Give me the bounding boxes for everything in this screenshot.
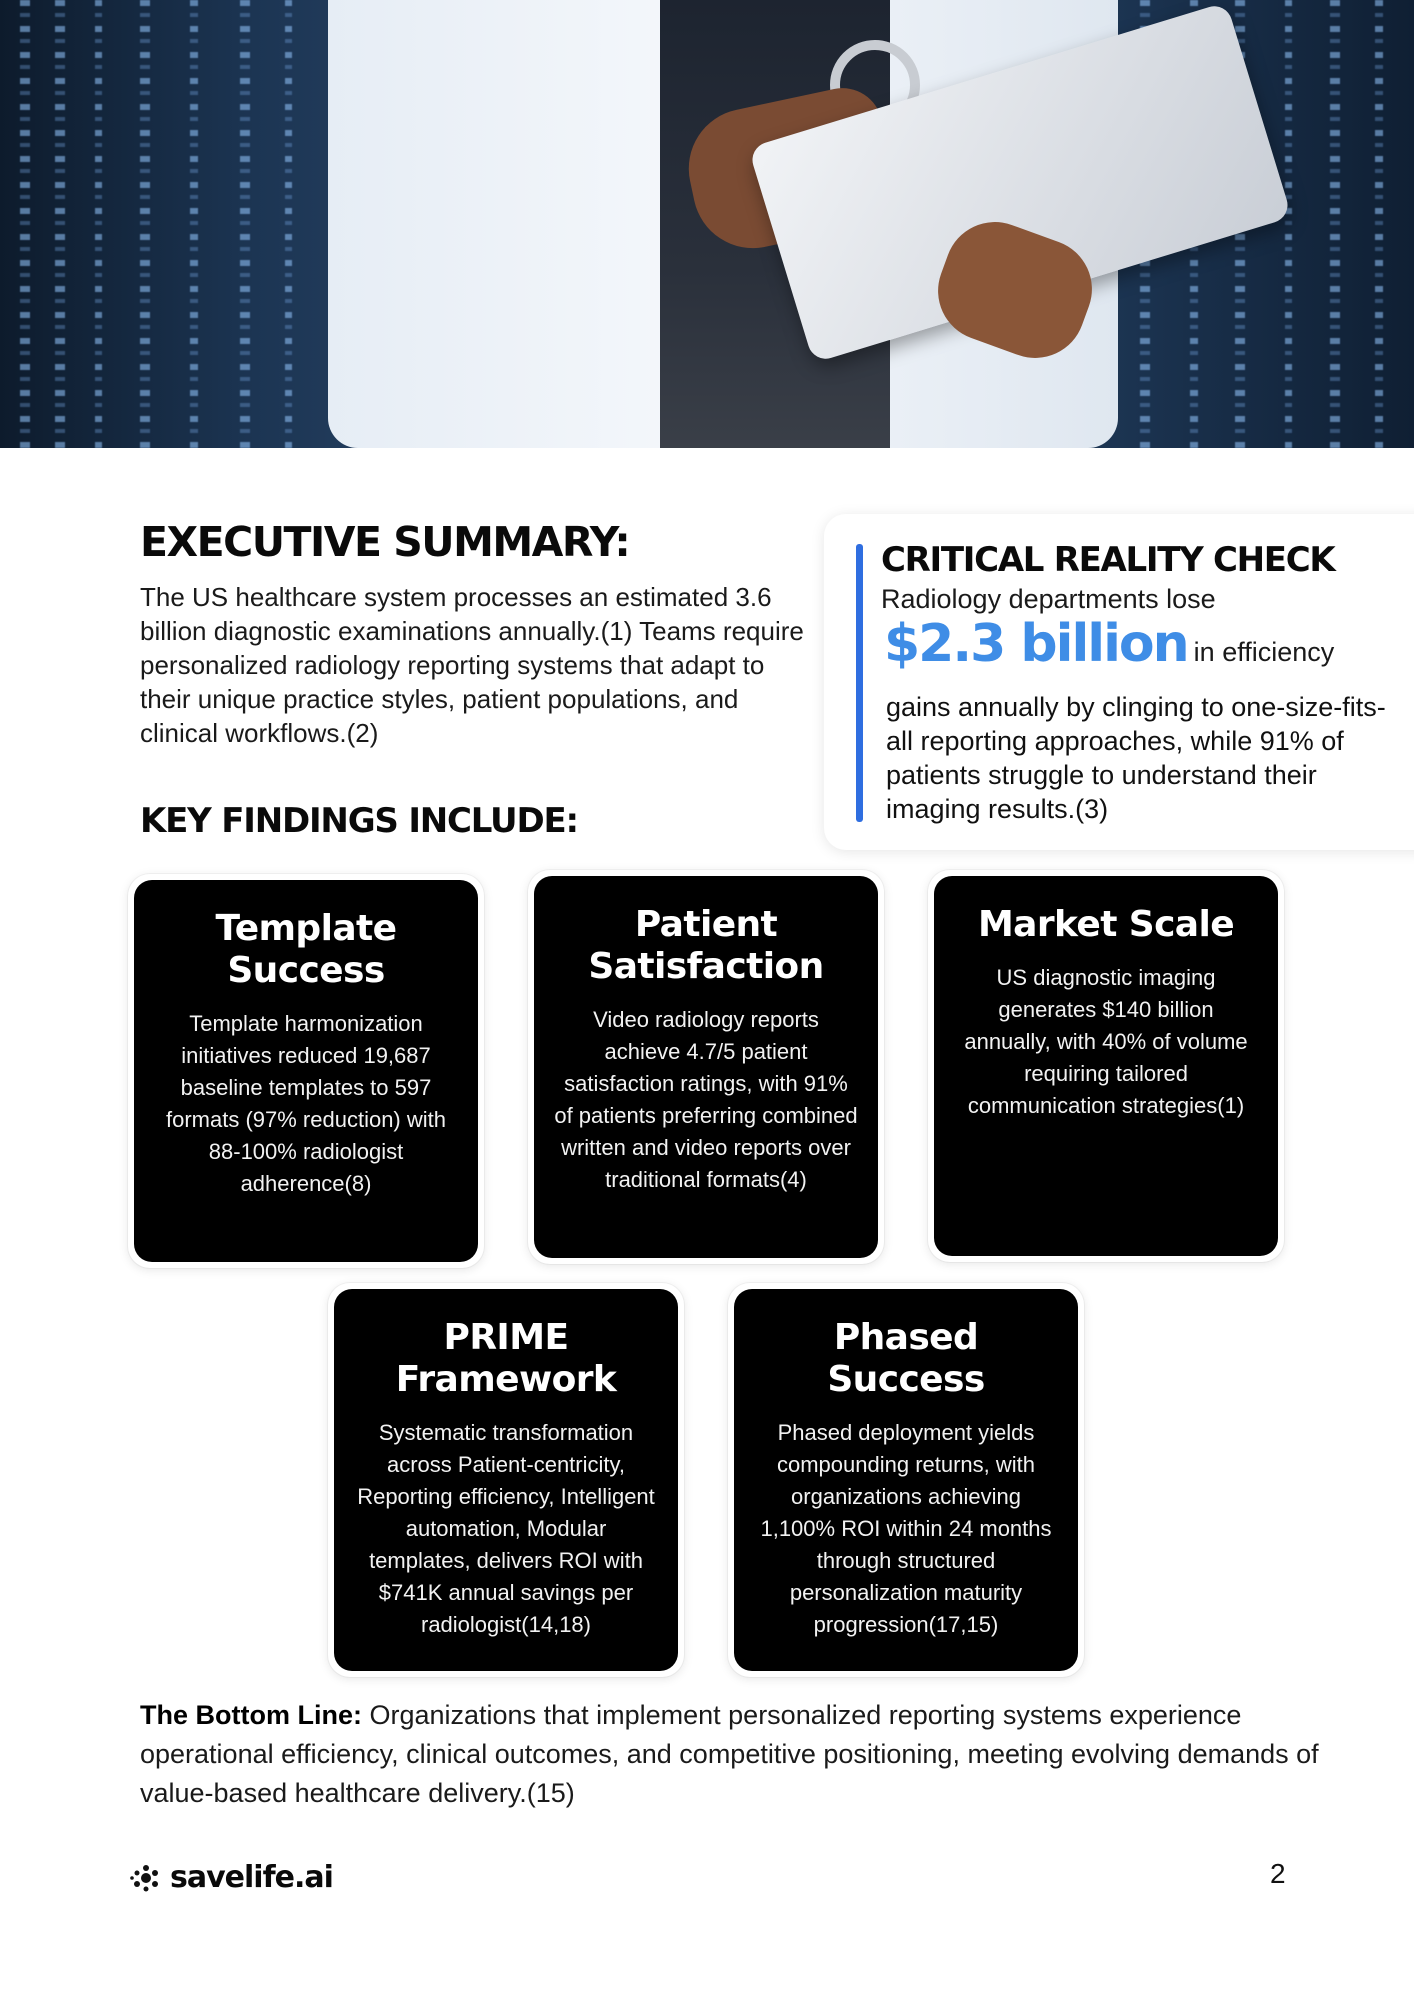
accent-bar bbox=[856, 544, 863, 822]
finding-card-title: Market Scale bbox=[977, 904, 1235, 945]
finding-card bbox=[528, 870, 884, 1264]
finding-card bbox=[128, 874, 484, 1268]
finding-card bbox=[928, 870, 1284, 1262]
loss-amount-suffix: in efficiency bbox=[1193, 637, 1335, 667]
finding-card-body: US diagnostic imaging generates $140 billion annually, with 40% of volume requiring tailored communication strategies(1) bbox=[964, 965, 1248, 1118]
finding-card-inner bbox=[134, 880, 478, 1262]
finding-card-title: PRIME Framework bbox=[395, 1317, 617, 1400]
critical-reality-check-box bbox=[824, 514, 1414, 850]
finding-card bbox=[328, 1283, 684, 1677]
finding-card-body: Phased deployment yields compounding returns, with organizations achieving 1,100% ROI within 24 months through structured personalization maturity progression(17,15) bbox=[760, 1420, 1052, 1637]
finding-card-body: Template harmonization initiatives reduced 19,687 baseline templates to 597 formats (97% reduction) with 88-100% radiologist adherence(8) bbox=[166, 1011, 446, 1196]
finding-card-title: Patient Satisfaction bbox=[588, 904, 824, 987]
key-findings-title: KEY FINDINGS INCLUDE: bbox=[140, 801, 578, 841]
reality-check-title: CRITICAL REALITY CHECK bbox=[881, 540, 1335, 580]
finding-card bbox=[728, 1283, 1084, 1677]
bottom-line-label: The Bottom Line: bbox=[140, 1700, 362, 1730]
hero-photo bbox=[0, 0, 1414, 448]
savelife-logo-icon bbox=[130, 1864, 162, 1892]
finding-card-body: Video radiology reports achieve 4.7/5 patient satisfaction ratings, with 91% of patients preferring combined written and video reports over traditional formats(4) bbox=[554, 1007, 858, 1192]
finding-card-title: Template Success bbox=[215, 908, 397, 991]
finding-card-inner bbox=[934, 876, 1278, 1256]
executive-summary-body: The US healthcare system processes an estimated 3.6 billion diagnostic examinations annually.(1) Teams require personalized radiology reporting systems that adapt to their unique practice styles, patient populations, and clinical workflows.(2) bbox=[140, 582, 804, 748]
savelife-logo bbox=[130, 1860, 333, 1895]
loss-amount: $2.3 billion bbox=[884, 614, 1188, 674]
logo-text: savelife.ai bbox=[170, 1860, 333, 1895]
bottom-line-paragraph bbox=[140, 1696, 1320, 1813]
reality-check-body: gains annually by clinging to one-size-fits-all reporting approaches, while 91% of patients struggle to understand their imaging results.(3) bbox=[886, 692, 1386, 824]
finding-card-body: Systematic transformation across Patient-centricity, Reporting efficiency, Intelligent automation, Modular templates, delivers ROI with $741K annual savings per radiologist(14,18) bbox=[357, 1420, 655, 1637]
executive-summary-title: EXECUTIVE SUMMARY: bbox=[140, 518, 630, 566]
reality-check-figure bbox=[884, 614, 1334, 674]
finding-card-inner bbox=[334, 1289, 678, 1671]
bottom-line-text: Organizations that implement personalized reporting systems experience operational efficiency, clinical outcomes, and competitive positioning, meeting evolving demands of value-based healthcare delivery.(15) bbox=[140, 1700, 1319, 1808]
reality-check-intro: Radiology departments lose bbox=[881, 584, 1216, 614]
finding-card-inner bbox=[534, 876, 878, 1258]
page-number: 2 bbox=[1270, 1858, 1286, 1889]
finding-card-inner bbox=[734, 1289, 1078, 1671]
finding-card-title: Phased Success bbox=[827, 1317, 985, 1400]
